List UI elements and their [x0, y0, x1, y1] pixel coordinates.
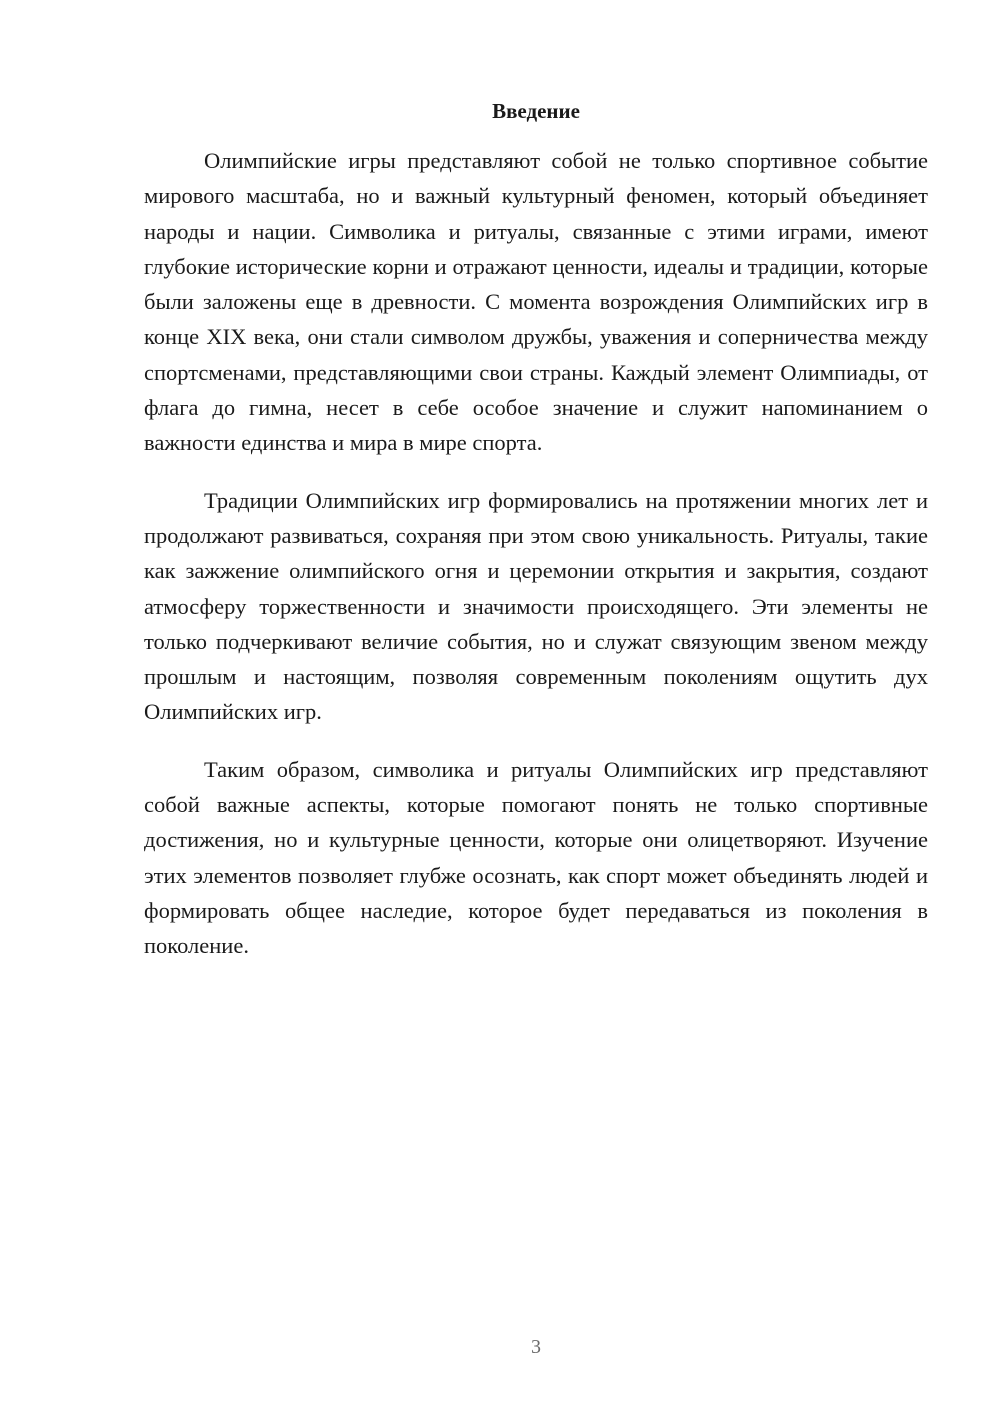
document-body — [144, 143, 928, 986]
page-number: 3 — [531, 1336, 541, 1358]
paragraph-2: Традиции Олимпийских игр формировались на протяжении многих лет и продолжают развиваться, сохраняя при этом свою уникальность. Ритуалы, такие как зажжение олимпийского огня и церемонии открытия и закрытия, создают атмосферу торжественности и значимости происходящего. Эти элементы не только подчеркивают величие события, но и служат связующим звеном между прошлым и настоящим, позволяя современным поколениям ощутить дух Олимпийских игр. — [144, 487, 928, 725]
paragraph-3: Таким образом, символика и ритуалы Олимпийских игр представляют собой важные аспекты, которые помогают понять не только спортивные достижения, но и культурные ценности, которые они олицетворяют. Изучение этих элементов позволяет глубже осознать, как спорт может объединять людей и формировать общее наследие, которое будет передаваться из поколения в поколение. — [144, 756, 928, 959]
paragraph-1: Олимпийские игры представляют собой не только спортивное событие мирового масштаба, но и важный культурный феномен, который объединяет народы и нации. Символика и ритуалы, связанные с этими играми, имеют глубокие исторические корни и отражают ценности, идеалы и традиции, которые были заложены еще в древности. С момента возрождения Олимпийских игр в конце XIX века, они стали символом дружбы, уважения и соперничества между спортсменами, представляющими свои страны. Каждый элемент Олимпиады, от флага до гимна, несет в себе особое значение и служит напоминанием о важности единства и мира в мире спорта. — [144, 148, 928, 456]
page-title: Введение — [492, 99, 580, 123]
